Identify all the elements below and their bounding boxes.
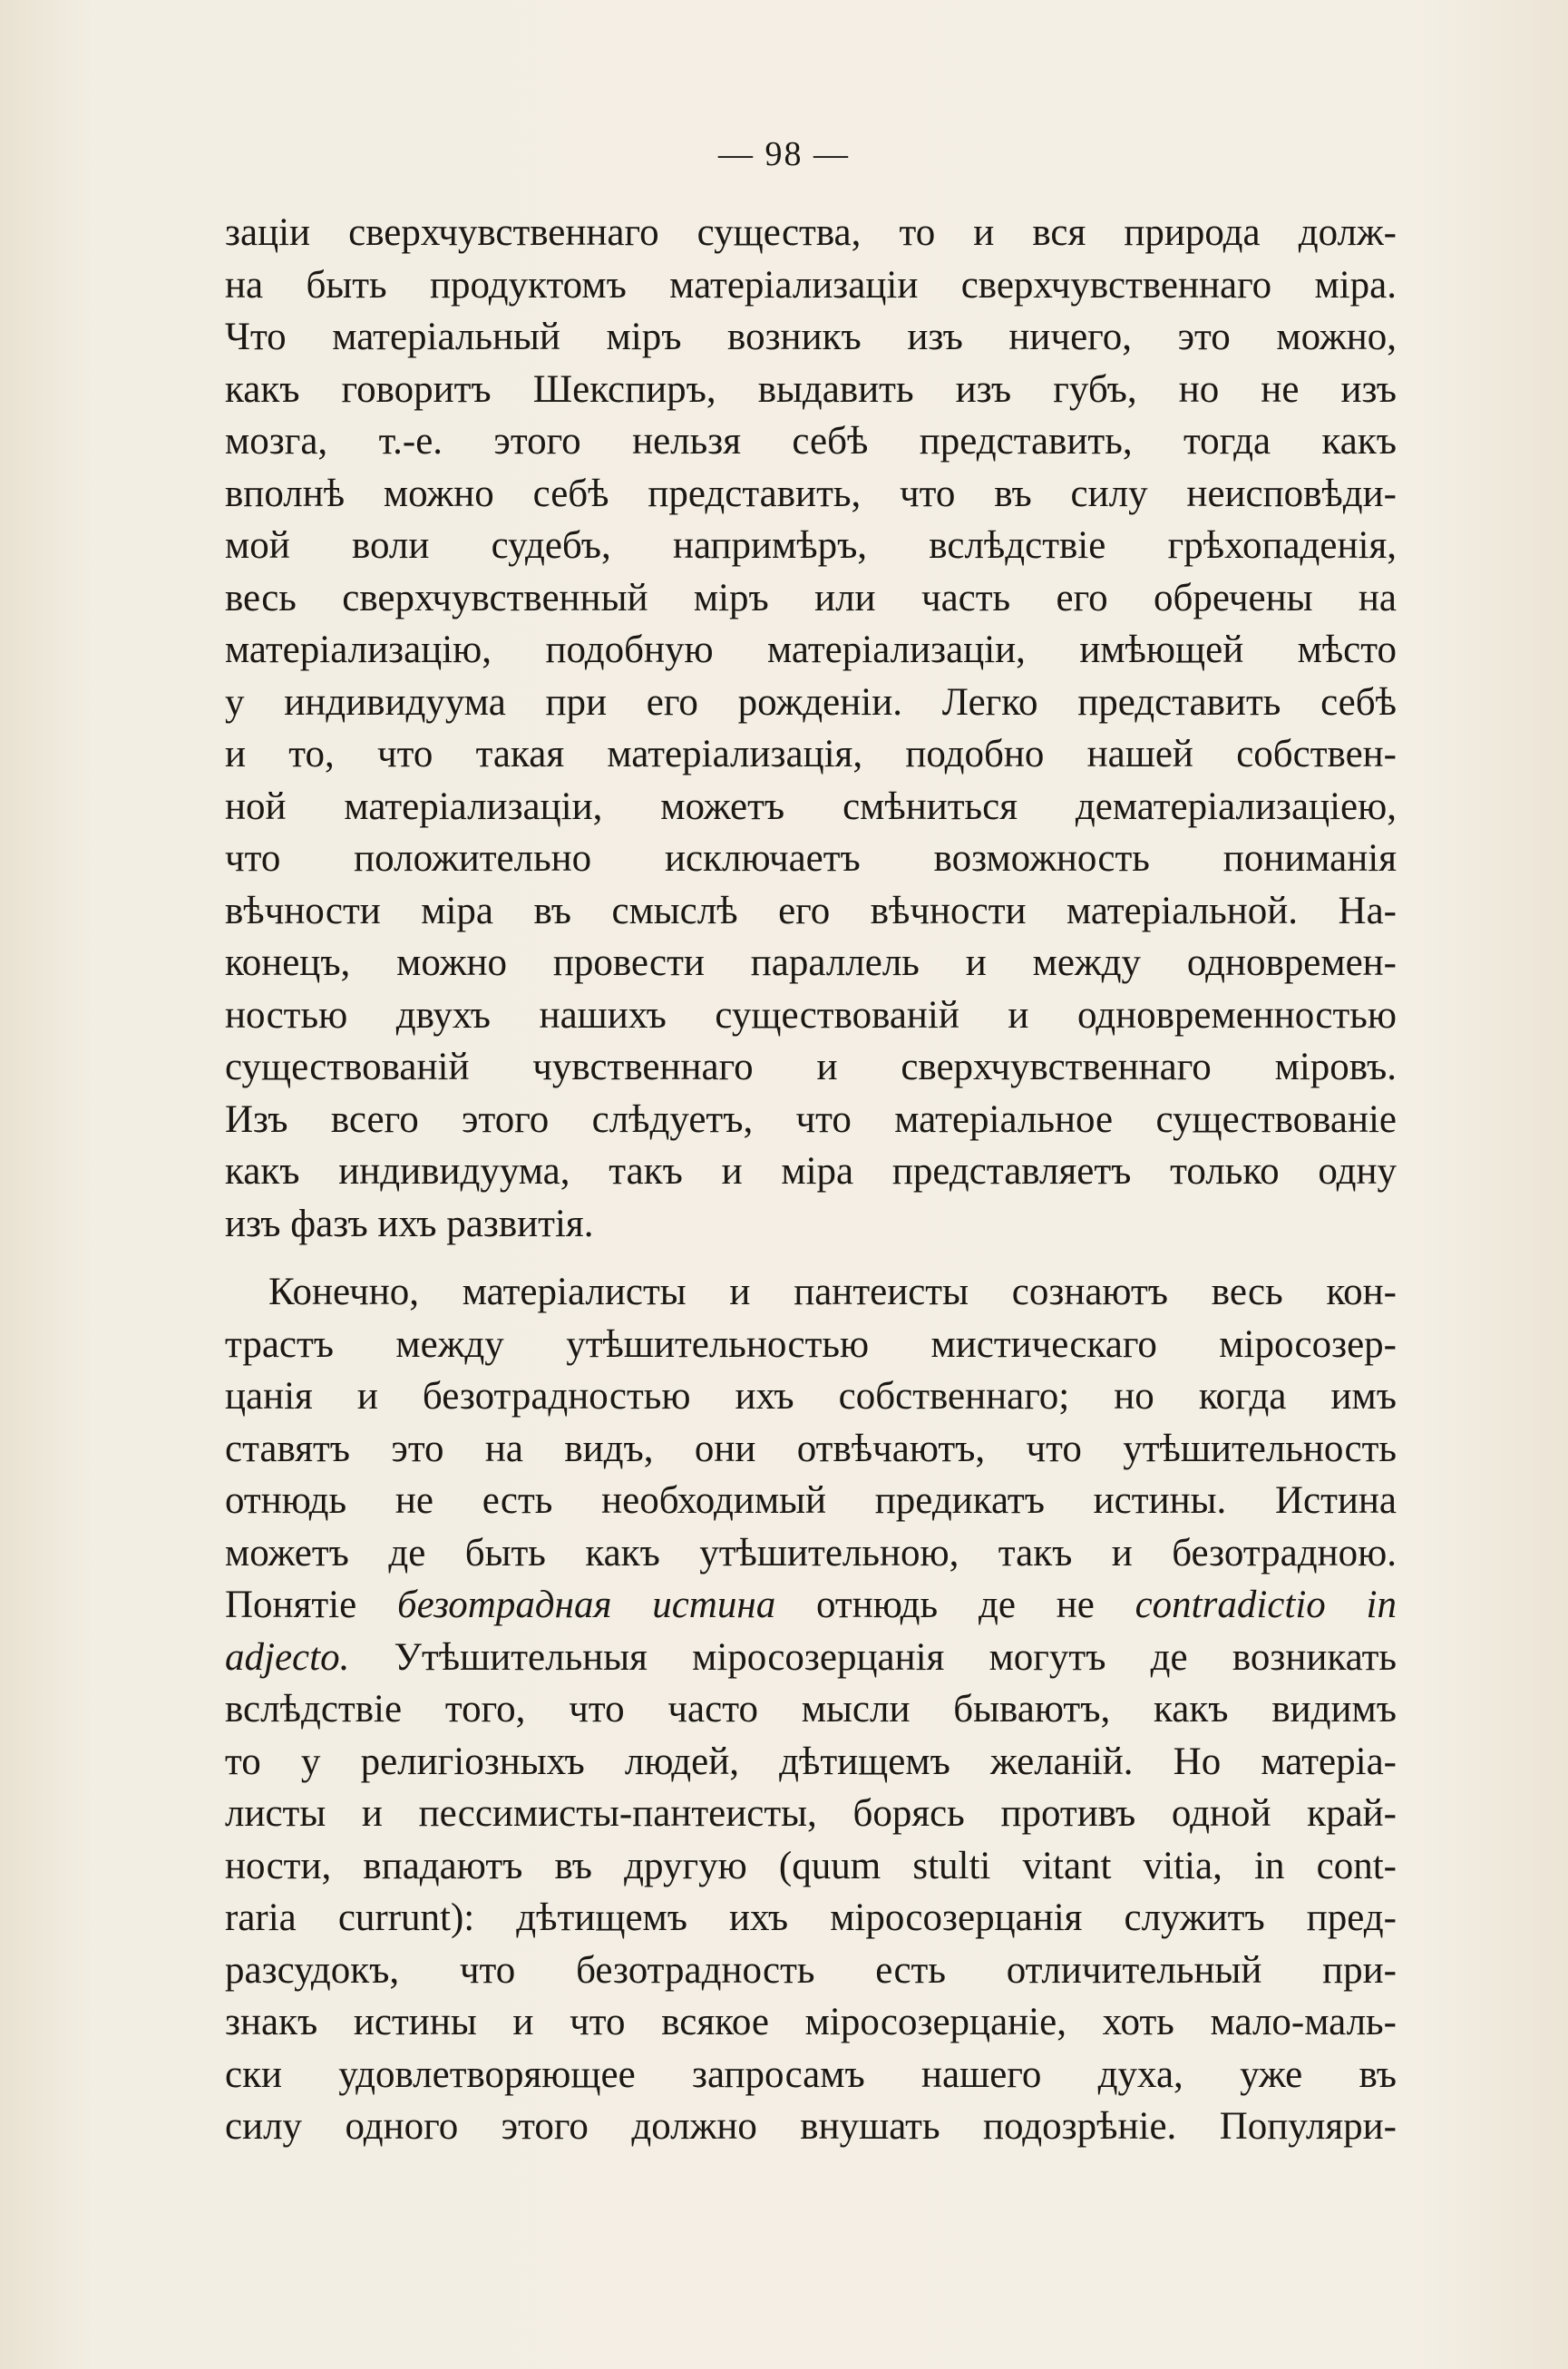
text-line: ности, впадаютъ въ другую (quum stulti vitant vitia, in cont- bbox=[225, 1844, 1397, 1887]
italic-phrase: безотрадная истина bbox=[396, 1584, 776, 1626]
text-line: трастъ между утѣшительностью мистическаго міросозер- bbox=[225, 1322, 1397, 1366]
text-line: что положительно исключаетъ возможность пониманія bbox=[225, 837, 1397, 880]
text-line-adjecto bbox=[225, 1632, 1397, 1684]
text-line: вполнѣ можно себѣ представить, что въ силу неисповѣди- bbox=[225, 472, 1397, 515]
text-line: какъ говоритъ Шекспиръ, выдавить изъ губъ, но не изъ bbox=[225, 367, 1397, 411]
text-line: ностью двухъ нашихъ существованій и одновременностью bbox=[225, 993, 1397, 1037]
text-segment: Понятіе bbox=[225, 1584, 397, 1626]
latin-phrase: contradictio in bbox=[1135, 1584, 1398, 1626]
text-line: то у религіозныхъ людей, дѣтищемъ желаній. Но матеріа- bbox=[225, 1740, 1397, 1783]
text-line: у индивидуума при его рожденіи. Легко представить себѣ bbox=[225, 680, 1397, 724]
body-text bbox=[225, 207, 1397, 2153]
text-line: конецъ, можно провести параллель и между одновремен- bbox=[225, 941, 1397, 984]
text-line: Что матеріальный міръ возникъ изъ ничего, это можно, bbox=[225, 316, 1397, 358]
text-line: силу одного этого должно внушать подозрѣніе. Популяри- bbox=[225, 2105, 1397, 2148]
text-line: ски удовлетворяющее запросамъ нашего духа, уже въ bbox=[225, 2052, 1397, 2096]
paragraph-gap bbox=[225, 1250, 1397, 1266]
text-line: знакъ истины и что всякое міросозерцаніе, хоть мало-маль- bbox=[225, 2001, 1397, 2043]
text-line: матеріализацію, подобную матеріализаціи, имѣющей мѣсто bbox=[225, 629, 1397, 671]
paragraph-1 bbox=[225, 207, 1397, 1250]
text-line: цанія и безотрадностью ихъ собственнаго; но когда имъ bbox=[225, 1375, 1397, 1418]
text-line: листы и пессимисты-пантеисты, борясь противъ одной край- bbox=[225, 1792, 1397, 1835]
page-number: — 98 — bbox=[718, 135, 850, 173]
text-line-concept bbox=[225, 1579, 1397, 1632]
text-line: мозга, т.-е. этого нельзя себѣ представить, тогда какъ bbox=[225, 420, 1397, 463]
text-line: Конечно, матеріалисты и пантеисты сознаютъ весь кон- bbox=[268, 1271, 1397, 1313]
text-line: изъ фазъ ихъ развитія. bbox=[225, 1202, 594, 1245]
paragraph-2 bbox=[225, 1266, 1397, 2153]
text-line: Изъ всего этого слѣдуетъ, что матеріальное существованіе bbox=[225, 1097, 1397, 1141]
text-line: на быть продуктомъ матеріализаціи сверхчувственнаго міра. bbox=[225, 263, 1397, 307]
text-line: вслѣдствіе того, что часто мысли бываютъ, какъ видимъ bbox=[225, 1688, 1397, 1730]
text-line: какъ индивидуума, такъ и міра представляетъ только одну bbox=[225, 1150, 1397, 1193]
text-line: существованій чувственнаго и сверхчувственнаго міровъ. bbox=[225, 1046, 1397, 1088]
text-line: ной матеріализаціи, можетъ смѣниться дематеріализаціею, bbox=[225, 785, 1397, 828]
text-segment: Утѣшительныя міросозерцанія могутъ де возникать bbox=[349, 1635, 1397, 1679]
text-line: ставятъ это на видъ, они отвѣчаютъ, что утѣшительность bbox=[225, 1427, 1397, 1470]
text-line: мой воли судебъ, напримѣръ, вслѣдствіе грѣхопаденія, bbox=[225, 524, 1397, 567]
text-line: можетъ де быть какъ утѣшительною, такъ и безотрадною. bbox=[225, 1531, 1397, 1574]
text-line: отнюдь не есть необходимый предикатъ истины. Истина bbox=[225, 1479, 1397, 1522]
latin-phrase: adjecto. bbox=[225, 1635, 350, 1679]
text-segment: отнюдь де не bbox=[775, 1584, 1135, 1626]
text-line: raria currunt): дѣтищемъ ихъ міросозерцанія служитъ пред- bbox=[225, 1896, 1397, 1939]
text-line: и то, что такая матеріализація, подобно нашей собствен- bbox=[225, 733, 1397, 775]
text-line: разсудокъ, что безотрадность есть отличительный при- bbox=[225, 1948, 1397, 1992]
text-line: весь сверхчувственный міръ или часть его обречены на bbox=[225, 576, 1397, 619]
text-line: вѣчности міра въ смыслѣ его вѣчности матеріальной. На- bbox=[225, 889, 1397, 932]
text-line: заціи сверхчувственнаго существа, то и вся природа долж- bbox=[225, 211, 1397, 254]
